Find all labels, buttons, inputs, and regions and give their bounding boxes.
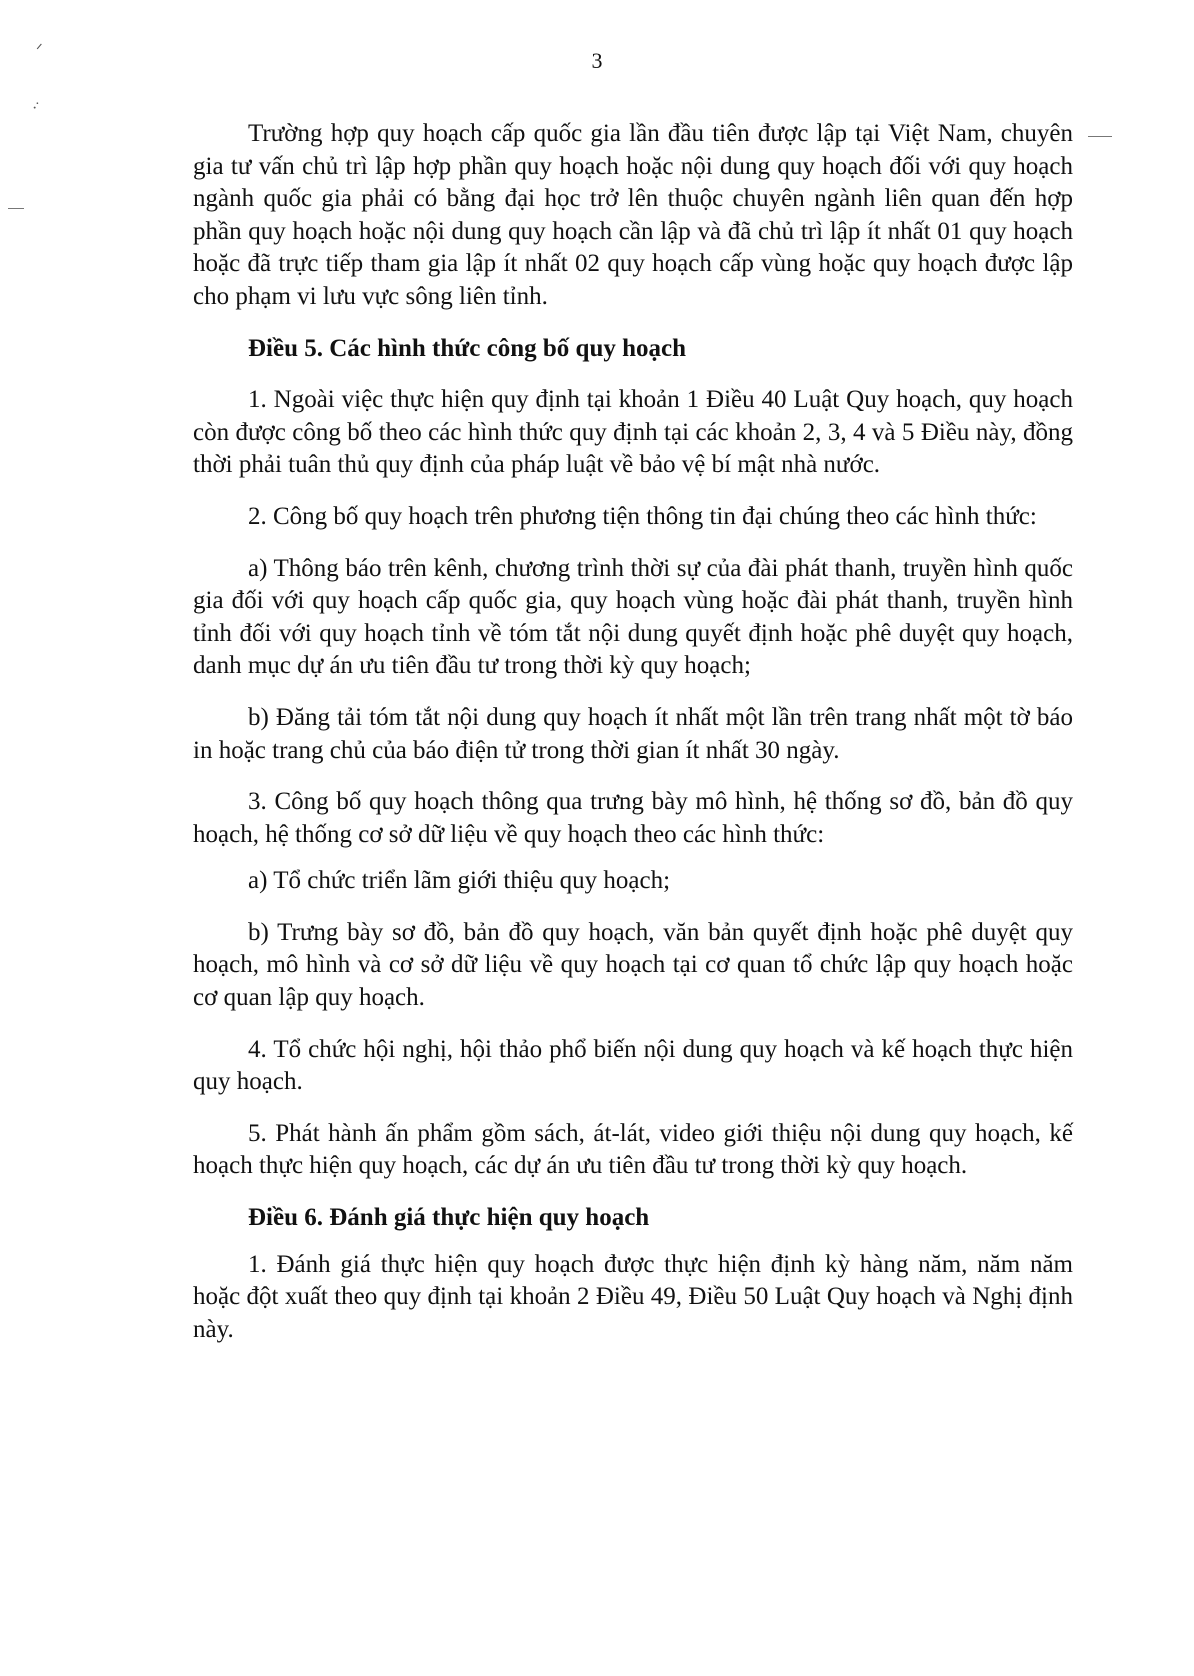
document-body bbox=[193, 118, 1073, 1346]
scan-mark: ·̇ bbox=[32, 100, 38, 117]
article-5-clause-2a: a) Thông báo trên kênh, chương trình thời sự của đài phát thanh, truyền hình quốc gia đối với quy hoạch cấp quốc gia, quy hoạch vùng hoặc đài phát thanh, truyền hình tỉnh đối với quy hoạch tỉnh về tóm tắt nội dung quyết định hoặc phê duyệt quy hoạch, danh mục dự án ưu tiên đầu tư trong thời kỳ quy hoạch; bbox=[193, 554, 1073, 680]
article-5-clause-3b: b) Trưng bày sơ đồ, bản đồ quy hoạch, văn bản quyết định hoặc phê duyệt quy hoạch, mô hình và cơ sở dữ liệu về quy hoạch tại cơ quan tổ chức lập quy hoạch hoặc cơ quan lập quy hoạch. bbox=[193, 918, 1073, 1012]
article-5-clause-5: 5. Phát hành ấn phẩm gồm sách, át-lát, video giới thiệu nội dung quy hoạch, kế hoạch thực hiện quy hoạch, các dự án ưu tiên đầu tư trong thời kỳ quy hoạch. bbox=[193, 1119, 1073, 1180]
article-5-heading: Điều 5. Các hình thức công bố quy hoạch bbox=[248, 334, 687, 362]
article-6-clause-1: 1. Đánh giá thực hiện quy hoạch được thực hiện định kỳ hàng năm, năm năm hoặc đột xuất theo quy định tại khoản 2 Điều 49, Điều 50 Luật Quy hoạch và Nghị định này. bbox=[193, 1250, 1073, 1343]
article-5-clause-1: 1. Ngoài việc thực hiện quy định tại khoản 1 Điều 40 Luật Quy hoạch, quy hoạch còn được công bố theo các hình thức quy định tại các khoản 2, 3, 4 và 5 Điều này, đồng thời phải tuân thủ quy định của pháp luật về bảo vệ bí mật nhà nước. bbox=[193, 386, 1073, 479]
page-number: 3 bbox=[591, 48, 603, 73]
article-5-clause-2b: b) Đăng tải tóm tắt nội dung quy hoạch ít nhất một lần trên trang nhất một tờ báo in hoặc trang chủ của báo điện tử trong thời gian ít nhất 30 ngày. bbox=[193, 703, 1073, 764]
article-6-heading: Điều 6. Đánh giá thực hiện quy hoạch bbox=[248, 1204, 650, 1232]
article-5-clause-2: 2. Công bố quy hoạch trên phương tiện thông tin đại chúng theo các hình thức: bbox=[248, 502, 1037, 530]
scan-dash bbox=[1088, 136, 1112, 137]
article-5-clause-4: 4. Tổ chức hội nghị, hội thảo phổ biến nội dung quy hoạch và kế hoạch thực hiện quy hoạch. bbox=[193, 1035, 1073, 1096]
scan-mark: ᐟ bbox=[36, 42, 43, 59]
paragraph-expert-requirement: Trường hợp quy hoạch cấp quốc gia lần đầu tiên được lập tại Việt Nam, chuyên gia tư vấn chủ trì lập hợp phần quy hoạch hoặc nội dung quy hoạch đối với quy hoạch ngành quốc gia phải có bằng đại học trở lên thuộc chuyên ngành liên quan đến hợp phần quy hoạch hoặc nội dung quy hoạch cần lập và đã chủ trì lập ít nhất 01 quy hoạch hoặc đã trực tiếp tham gia lập ít nhất 02 quy hoạch cấp vùng hoặc quy hoạch được lập cho phạm vi lưu vực sông liên tỉnh. bbox=[193, 120, 1073, 310]
article-5-clause-3a: a) Tổ chức triển lãm giới thiệu quy hoạch; bbox=[248, 867, 671, 895]
article-5-clause-3: 3. Công bố quy hoạch thông qua trưng bày mô hình, hệ thống sơ đồ, bản đồ quy hoạch, hệ thống cơ sở dữ liệu về quy hoạch theo các hình thức: bbox=[193, 788, 1073, 848]
scan-dash bbox=[8, 208, 24, 209]
